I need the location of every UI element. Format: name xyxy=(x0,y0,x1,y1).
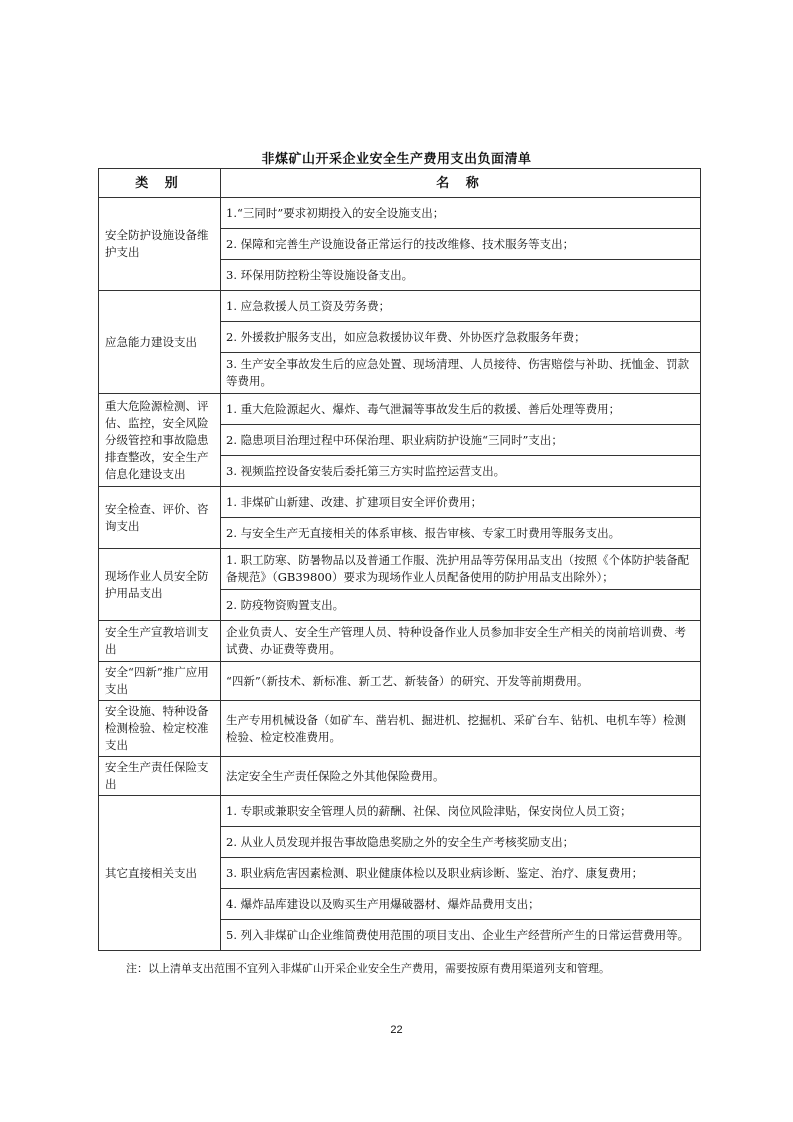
item-cell: 2. 保障和完善生产设施设备正常运行的技改维修、技术服务等支出； xyxy=(221,229,701,260)
item-cell: 2. 防疫物资购置支出。 xyxy=(221,590,701,621)
table-row xyxy=(99,291,701,322)
item-cell: 2. 从业人员发现并报告事故隐患奖励之外的安全生产考核奖励支出； xyxy=(221,827,701,858)
table-row xyxy=(99,701,701,757)
table-body xyxy=(99,198,701,951)
category-cell: 安全防护设施设备维护支出 xyxy=(99,198,221,291)
item-cell: 1. 重大危险源起火、爆炸、毒气泄漏等事故发生后的救援、善后处理等费用； xyxy=(221,394,701,425)
item-cell: 3. 环保用防控粉尘等设施设备支出。 xyxy=(221,260,701,291)
header-category: 类 别 xyxy=(99,169,221,198)
footnote: 注：以上清单支出范围不宜列入非煤矿山开采企业安全生产费用，需要按原有费用渠道列支和管理。 xyxy=(126,962,610,975)
table-row xyxy=(99,394,701,425)
table-row xyxy=(99,549,701,590)
category-cell: 现场作业人员安全防护用品支出 xyxy=(99,549,221,621)
category-cell: 安全“四新”推广应用支出 xyxy=(99,662,221,701)
item-cell: 法定安全生产责任保险之外其他保险费用。 xyxy=(221,757,701,796)
table-row xyxy=(99,662,701,701)
item-cell: 3. 生产安全事故发生后的应急处置、现场清理、人员接待、伤害赔偿与补助、抚恤金、罚款等费用。 xyxy=(221,353,701,394)
category-cell: 应急能力建设支出 xyxy=(99,291,221,394)
header-name: 名 称 xyxy=(221,169,701,198)
item-cell: 1. 职工防寒、防暑物品以及普通工作服、洗护用品等劳保用品支出（按照《个体防护装备配备规范》（GB39800）要求为现场作业人员配备使用的防护用品支出除外）； xyxy=(221,549,701,590)
item-cell: 1. 应急救援人员工资及劳务费； xyxy=(221,291,701,322)
item-cell: 5. 列入非煤矿山企业维简费使用范围的项目支出、企业生产经营所产生的日常运营费用等。 xyxy=(221,920,701,951)
item-cell: 3. 视频监控设备安装后委托第三方实时监控运营支出。 xyxy=(221,456,701,487)
item-cell: “四新”（新技术、新标准、新工艺、新装备）的研究、开发等前期费用。 xyxy=(221,662,701,701)
item-cell: 2. 外援救护服务支出，如应急救援协议年费、外协医疗急救服务年费； xyxy=(221,322,701,353)
category-cell: 安全检查、评价、咨询支出 xyxy=(99,487,221,549)
category-cell: 安全生产责任保险支出 xyxy=(99,757,221,796)
table-row xyxy=(99,198,701,229)
item-cell: 2. 隐患项目治理过程中环保治理、职业病防护设施“三同时”支出； xyxy=(221,425,701,456)
category-cell: 安全生产宣教培训支出 xyxy=(99,621,221,662)
item-cell: 企业负责人、安全生产管理人员、特种设备作业人员参加非安全生产相关的岗前培训费、考试费、办证费等费用。 xyxy=(221,621,701,662)
item-cell: 2. 与安全生产无直接相关的体系审核、报告审核、专家工时费用等服务支出。 xyxy=(221,518,701,549)
item-cell: 4. 爆炸品库建设以及购买生产用爆破器材、爆炸品费用支出； xyxy=(221,889,701,920)
table-row xyxy=(99,621,701,662)
category-cell: 其它直接相关支出 xyxy=(99,796,221,951)
item-cell: 3. 职业病危害因素检测、职业健康体检以及职业病诊断、鉴定、治疗、康复费用； xyxy=(221,858,701,889)
item-cell: 1. 非煤矿山新建、改建、扩建项目安全评价费用； xyxy=(221,487,701,518)
page-number: 22 xyxy=(390,1024,403,1036)
table-row xyxy=(99,487,701,518)
negative-list-table xyxy=(98,168,701,951)
item-cell: 1. 专职或兼职安全管理人员的薪酬、社保、岗位风险津贴，保安岗位人员工资； xyxy=(221,796,701,827)
item-cell: 1.“三同时”要求初期投入的安全设施支出； xyxy=(221,198,701,229)
category-cell: 安全设施、特种设备检测检验、检定校准支出 xyxy=(99,701,221,757)
item-cell: 生产专用机械设备（如矿车、凿岩机、掘进机、挖掘机、采矿台车、钻机、电机车等）检测检验、检定校准费用。 xyxy=(221,701,701,757)
table-header-row xyxy=(99,169,701,198)
category-cell: 重大危险源检测、评估、监控，安全风险分级管控和事故隐患排查整改，安全生产信息化建设支出 xyxy=(99,394,221,487)
table-row xyxy=(99,757,701,796)
table-row xyxy=(99,796,701,827)
page-title: 非煤矿山开采企业安全生产费用支出负面清单 xyxy=(261,152,532,167)
